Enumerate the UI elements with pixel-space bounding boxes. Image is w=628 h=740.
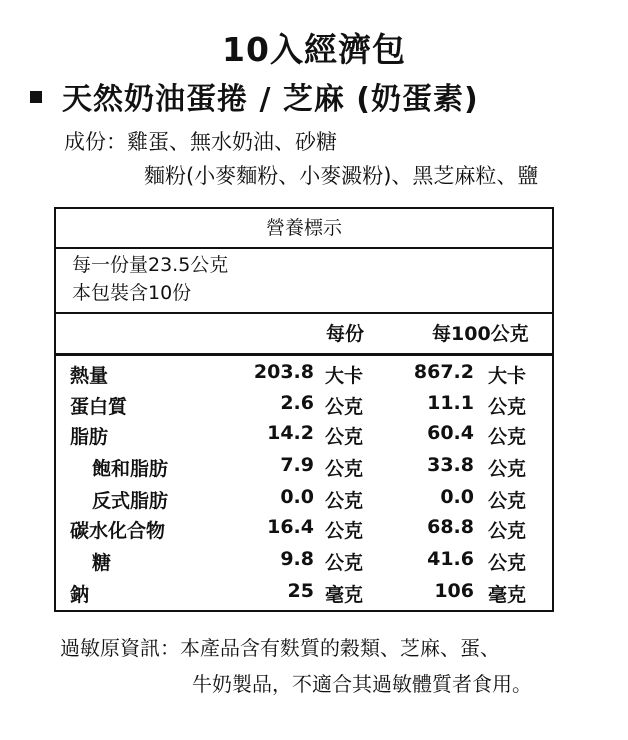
divider-thick: [56, 353, 552, 356]
value-per-100g: 106: [434, 580, 474, 602]
value-per-100g: 0.0: [440, 486, 474, 508]
unit-per-serving: 公克: [325, 458, 364, 480]
value-per-100g: 41.6: [427, 548, 474, 570]
unit-per-serving: 大卡: [325, 365, 364, 387]
nutrient-name: 蛋白質: [70, 396, 128, 418]
nutrient-name: 脂肪: [70, 426, 109, 448]
value-per-serving: 14.2: [267, 422, 314, 444]
value-per-100g: 867.2: [413, 361, 474, 383]
table-row: [56, 580, 552, 611]
servings-per-pack: 本包裝含10份: [72, 282, 192, 304]
ingredients-line-2: 麵粉(小麥麵粉、小麥澱粉)、黑芝麻粒、鹽: [144, 164, 539, 188]
unit-per-serving: 公克: [325, 552, 364, 574]
divider: [56, 312, 552, 314]
value-per-100g: 11.1: [427, 392, 474, 414]
allergy-line-1: 過敏原資訊：本產品含有麩質的穀類、芝麻、蛋、: [60, 636, 500, 660]
product-name-line: [30, 74, 479, 118]
unit-per-serving: 公克: [325, 426, 364, 448]
pack-title: 10入經濟包: [222, 30, 406, 69]
nutrient-name: 糖: [92, 552, 112, 574]
unit-per-100g: 公克: [488, 490, 527, 512]
unit-per-100g: 大卡: [488, 365, 527, 387]
unit-per-100g: 毫克: [488, 584, 527, 606]
square-bullet-icon: [30, 91, 42, 103]
value-per-serving: 25: [287, 580, 314, 602]
col-per-serving: 每份: [326, 323, 365, 345]
serving-size: 每一份量23.5公克: [72, 254, 229, 276]
value-per-serving: 0.0: [280, 486, 314, 508]
unit-per-100g: 公克: [488, 552, 527, 574]
unit-per-100g: 公克: [488, 426, 527, 448]
unit-per-serving: 公克: [325, 490, 364, 512]
value-per-100g: 33.8: [427, 454, 474, 476]
table-row: [56, 361, 552, 392]
unit-per-100g: 公克: [488, 396, 527, 418]
serving-info: [72, 251, 228, 307]
col-per-100g: 每100公克: [432, 323, 529, 345]
table-row: [56, 422, 552, 453]
value-per-serving: 203.8: [253, 361, 314, 383]
value-per-serving: 16.4: [267, 516, 314, 538]
value-per-serving: 7.9: [280, 454, 314, 476]
product-name: 天然奶油蛋捲 / 芝麻 (奶蛋素): [62, 82, 479, 117]
nutrient-name: 熱量: [70, 365, 109, 387]
unit-per-serving: 公克: [325, 520, 364, 542]
table-row: [56, 454, 552, 485]
value-per-100g: 68.8: [427, 516, 474, 538]
value-per-100g: 60.4: [427, 422, 474, 444]
value-per-serving: 2.6: [280, 392, 314, 414]
nutrient-name: 碳水化合物: [70, 520, 166, 542]
unit-per-100g: 公克: [488, 458, 527, 480]
nutrient-name: 反式脂肪: [92, 490, 169, 512]
unit-per-serving: 毫克: [325, 584, 364, 606]
nutrition-table: [54, 207, 554, 612]
table-row: [56, 392, 552, 423]
value-per-serving: 9.8: [280, 548, 314, 570]
table-row: [56, 548, 552, 579]
allergy-line-2: 牛奶製品，不適合其過敏體質者食用。: [192, 672, 532, 696]
unit-per-100g: 公克: [488, 520, 527, 542]
nutrient-name: 飽和脂肪: [92, 458, 169, 480]
table-row: [56, 486, 552, 517]
unit-per-serving: 公克: [325, 396, 364, 418]
nutrition-header: 營養標示: [56, 209, 552, 249]
ingredients-line-1: 成份：雞蛋、無水奶油、砂糖: [64, 130, 337, 154]
table-row: [56, 516, 552, 547]
nutrient-name: 鈉: [70, 584, 90, 606]
